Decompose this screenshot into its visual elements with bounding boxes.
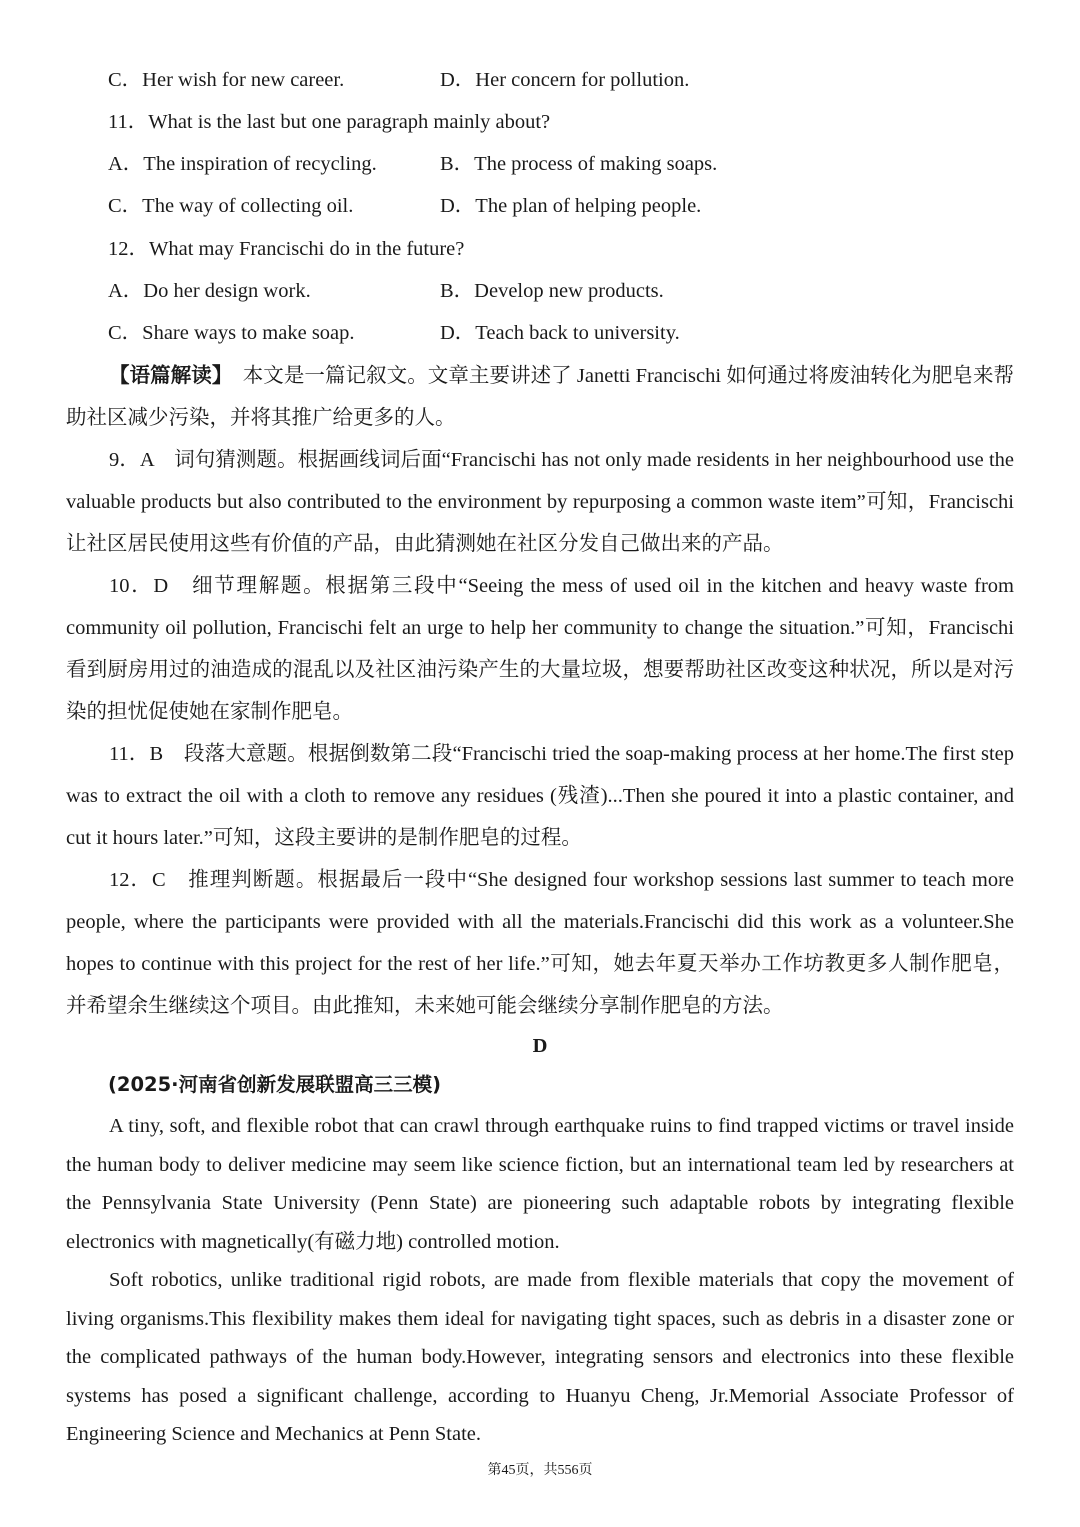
q11-stem: 11．What is the last but one paragraph mainly about? — [108, 111, 551, 133]
section-letter: D — [532, 1035, 548, 1057]
q12-option-c: C．Share ways to make soap. — [108, 322, 355, 344]
analysis-text: 本文是一篇记叙文。文章主要讲述了 Janetti Francischi 如何通过将废油转化为肥皂来帮助社区减少污染，并将其推广给更多的人。 — [66, 365, 1015, 429]
q12-option-b: B．Develop new products. — [440, 280, 664, 302]
q11-option-d: D．The plan of helping people. — [440, 195, 702, 217]
passage-source: (2025·河南省创新发展联盟高三三模) — [108, 1073, 442, 1096]
answer-section — [66, 355, 1014, 1027]
q10-option-c: C．Her wish for new career. — [108, 69, 345, 91]
q10-option-d: D．Her concern for pollution. — [440, 69, 690, 91]
q11-option-c: C．The way of collecting oil. — [108, 195, 354, 217]
passage-paragraph: A tiny, soft, and flexible robot that can crawl through earthquake ruins to find trapped victims or travel inside the human body to deliver medicine may seem like science fiction, but an international team led by researchers at the Pennsylvania State University (Penn State) are pioneering such adaptable robots by integrating flexible electronics with magnetically(有磁力地) controlled motion. — [66, 1115, 1014, 1253]
q11-option-a: A．The inspiration of recycling. — [108, 153, 377, 175]
passage-d — [66, 1107, 1014, 1454]
page-footer: 第45页，共556页 — [487, 1463, 593, 1478]
q11-option-b: B．The process of making soaps. — [440, 153, 718, 175]
analysis-label: 【语篇解读】 — [109, 365, 223, 387]
answer-12: 12．C 推理判断题。根据最后一段中“She designed four workshop sessions last summer to teach more people, where the participants were provided with all the materials.Francischi did this work as a volunteer.She hopes to continue with this project for the rest of her life.”可知，她去年夏天举办工作坊教更多人制作肥皂，并希望余生继续这个项目。由此推知，未来她可能会继续分享制作肥皂的方法。 — [66, 869, 1014, 1017]
q12-stem: 12．What may Francischi do in the future? — [108, 238, 465, 260]
answer-11: 11．B 段落大意题。根据倒数第二段“Francischi tried the soap-making process at her home.The first step was to extract the oil with a cloth to remove any residues (残渣)...Then she poured it into a plastic container, and cut it hours later.”可知，这段主要讲的是制作肥皂的过程。 — [66, 743, 1014, 849]
passage-paragraph: Soft robotics, unlike traditional rigid robots, are made from flexible materials that copy the movement of living organisms.This flexibility makes them ideal for navigating tight spaces, such as debris in a disaster zone or the complicated pathways of the human body.However, integrating sensors and electronics into these flexible systems has posed a significant challenge, according to Huanyu Cheng, Jr.Memorial Associate Professor of Engineering Science and Mechanics at Penn State. — [66, 1269, 1014, 1445]
answer-9: 9．A 词句猜测题。根据画线词后面“Francischi has not only made residents in her neighbourhood use the valuable products but also contributed to the environment by repurposing a common waste item”可知，Francischi 让社区居民使用这些有价值的产品，由此猜测她在社区分发自己做出来的产品。 — [66, 449, 1014, 555]
q12-option-a: A．Do her design work. — [108, 280, 311, 302]
passage-analysis — [66, 355, 1014, 439]
answer-10: 10．D 细节理解题。根据第三段中“Seeing the mess of used oil in the kitchen and heavy waste from community oil pollution, Francischi felt an urge to help her community to change the situation.”可知，Francischi 看到厨房用过的油造成的混乱以及社区油污染产生的大量垃圾，想要帮助社区改变这种状况，所以是对污染的担忧促使她在家制作肥皂。 — [66, 575, 1014, 723]
q12-option-d: D．Teach back to university. — [440, 322, 680, 344]
